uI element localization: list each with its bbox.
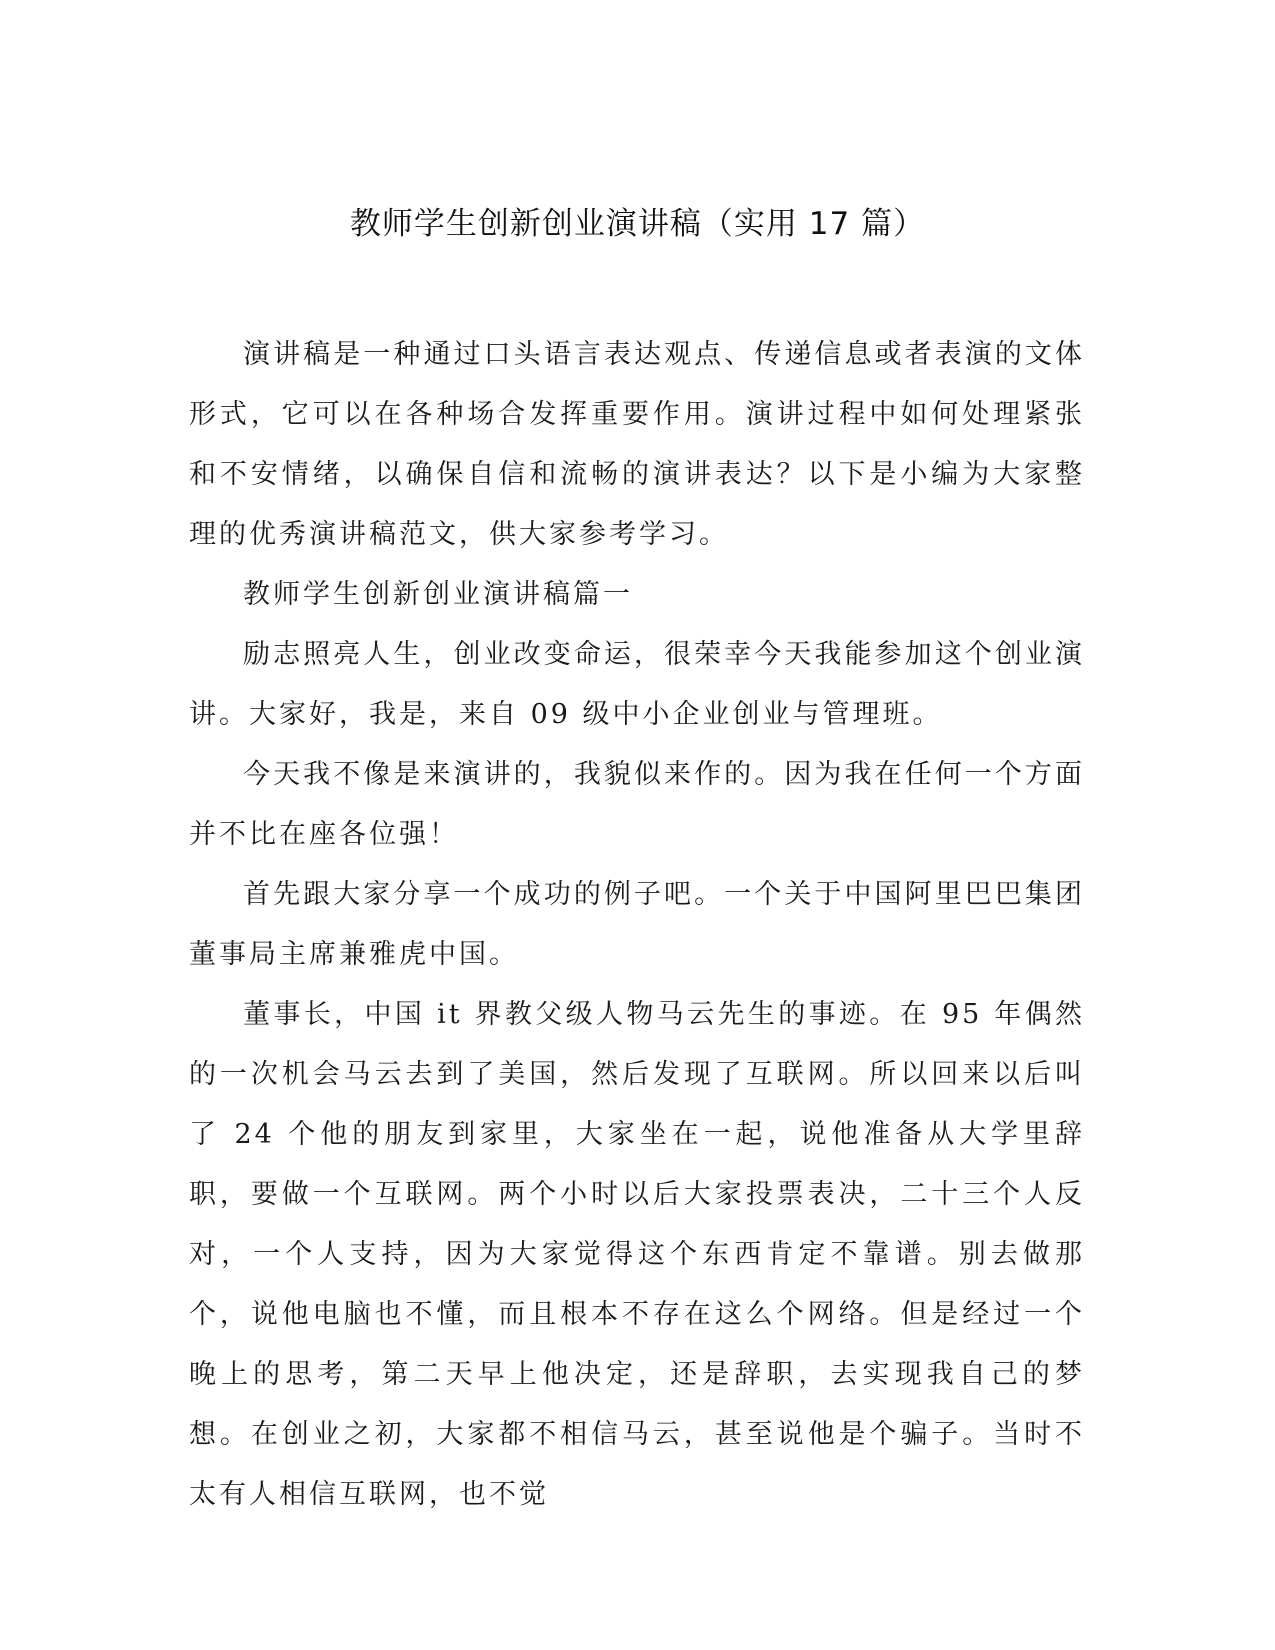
document-title: 教师学生创新创业演讲稿（实用 17 篇） <box>349 206 926 242</box>
body-paragraph: 今天我不像是来演讲的，我貌似来作的。因为我在任何一个方面并不比在座各位强！ <box>189 759 1085 850</box>
body-paragraph: 首先跟大家分享一个成功的例子吧。一个关于中国阿里巴巴集团董事局主席兼雅虎中国。 <box>189 879 1085 970</box>
body-paragraph: 励志照亮人生，创业改变命运，很荣幸今天我能参加这个创业演讲。大家好，我是，来自 09 级中小企业创业与管理班。 <box>189 639 1085 730</box>
document-body <box>189 325 1085 1525</box>
section-heading: 教师学生创新创业演讲稿篇一 <box>243 579 633 610</box>
intro-paragraph: 演讲稿是一种通过口头语言表达观点、传递信息或者表演的文体形式，它可以在各种场合发挥重要作用。演讲过程中如何处理紧张和不安情绪，以确保自信和流畅的演讲表达？以下是小编为大家整理的优秀演讲稿范文，供大家参考学习。 <box>189 339 1085 550</box>
body-paragraph: 董事长，中国 it 界教父级人物马云先生的事迹。在 95 年偶然的一次机会马云去到了美国，然后发现了互联网。所以回来以后叫了 24 个他的朋友到家里，大家坐在一起，说他准备从大学里辞职，要做一个互联网。两个小时以后大家投票表决，二十三个人反对，一个人支持，因为大家觉得这个东西肯定不靠谱。别去做那个，说他电脑也不懂，而且根本不存在这么个网络。但是经过一个晚上的思考，第二天早上他决定，还是辞职，去实现我自己的梦想。在创业之初，大家都不相信马云，甚至说他是个骗子。当时不太有人相信互联网，也不觉 <box>189 999 1085 1510</box>
